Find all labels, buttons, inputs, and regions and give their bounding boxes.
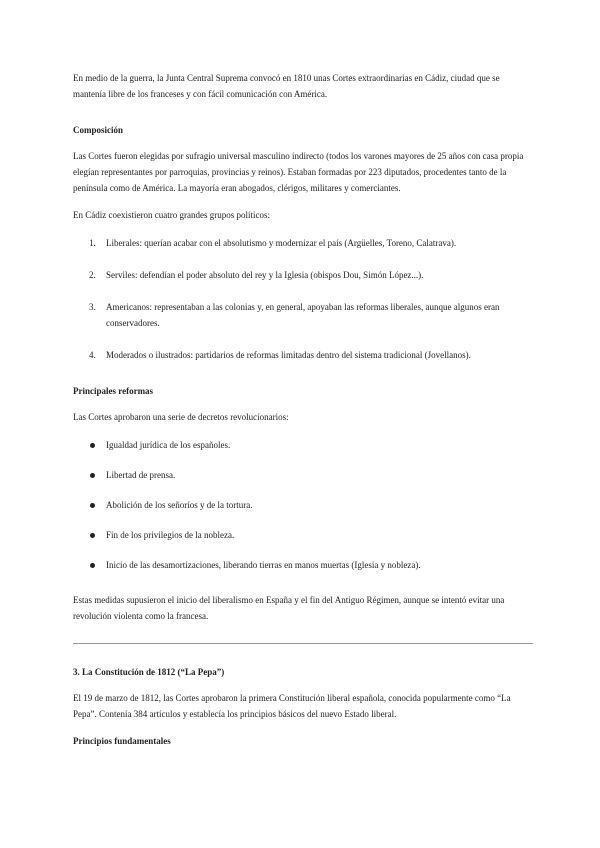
list-item bbox=[73, 299, 533, 331]
list-item bbox=[73, 235, 533, 251]
bullet-icon bbox=[89, 527, 106, 543]
constitucion-paragraph: El 19 de marzo de 1812, las Cortes aprobaron la primera Constitución liberal española, conocida popularmente como “La Pepa”. Contenía 384 artículos y establecía los principios básicos del nuevo Estado liberal. bbox=[73, 693, 511, 719]
bullet-icon bbox=[89, 557, 106, 573]
reformas-intro: Las Cortes aprobaron una serie de decretos revolucionarios: bbox=[73, 412, 289, 422]
list-number: 1. bbox=[89, 238, 96, 248]
intro-paragraph: En medio de la guerra, la Junta Central Suprema convocó en 1810 unas Cortes extraordinarias en Cádiz, ciudad que se mantenía libre de los franceses y con fácil comunicación con América. bbox=[73, 73, 500, 99]
list-text: Liberales: querían acabar con el absolutismo y modernizar el país (Argüelles, Toreno, Calatrava). bbox=[106, 238, 457, 248]
section-title-constitucion: 3. La Constitución de 1812 (“La Pepa”) bbox=[73, 667, 225, 677]
list-text: Abolición de los señoríos y de la tortura. bbox=[106, 500, 253, 510]
list-number: 4. bbox=[89, 350, 96, 360]
list-text: Fin de los privilegios de la nobleza. bbox=[106, 530, 235, 540]
bullet-icon bbox=[89, 437, 106, 453]
bullet-icon bbox=[89, 497, 106, 513]
heading-composicion: Composición bbox=[73, 125, 124, 135]
list-text: Inicio de las desamortizaciones, liberando tierras en manos muertas (Iglesia y nobleza). bbox=[106, 560, 421, 570]
section-divider bbox=[73, 643, 533, 644]
document-page bbox=[73, 70, 533, 759]
composicion-paragraph: Las Cortes fueron elegidas por sufragio universal masculino indirecto (todos los varones mayores de 25 años con casa propia elegían representantes por parroquias, provincias y reinos). Estaban formadas por 223 diputados, procedentes tanto de la península como de América. La mayoría eran abogados, clérigos, militares y comerciantes. bbox=[73, 151, 524, 193]
reformas-conclusion: Estas medidas supusieron el inicio del liberalismo en España y el fin del Antiguo Régimen, aunque se intentó evitar una revolución violenta como la francesa. bbox=[73, 595, 505, 621]
list-item bbox=[73, 527, 533, 543]
list-item bbox=[73, 467, 533, 483]
list-item bbox=[73, 267, 533, 283]
list-text: Serviles: defendían el poder absoluto del rey y la Iglesia (obispos Dou, Simón López...). bbox=[106, 270, 424, 280]
list-number: 3. bbox=[89, 302, 96, 312]
political-groups-list bbox=[73, 235, 533, 363]
bullet-icon bbox=[89, 467, 106, 483]
list-text: Americanos: representaban a las colonias y, en general, apoyaban las reformas liberales, aunque algunos eran conservadores. bbox=[106, 302, 500, 328]
list-number: 2. bbox=[89, 270, 96, 280]
list-item bbox=[73, 437, 533, 453]
heading-principios-fundamentales: Principios fundamentales bbox=[73, 736, 171, 746]
list-text: Libertad de prensa. bbox=[106, 470, 176, 480]
list-item bbox=[73, 347, 533, 363]
list-text: Igualdad jurídica de los españoles. bbox=[106, 440, 231, 450]
list-item bbox=[73, 497, 533, 513]
list-text: Moderados o ilustrados: partidarios de reformas limitadas dentro del sistema tradicional (Jovellanos). bbox=[106, 350, 471, 360]
reforms-list bbox=[73, 437, 533, 573]
list-item bbox=[73, 557, 533, 573]
heading-principales-reformas: Principales reformas bbox=[73, 386, 154, 396]
grupos-intro: En Cádiz coexistieron cuatro grandes grupos políticos: bbox=[73, 210, 270, 220]
